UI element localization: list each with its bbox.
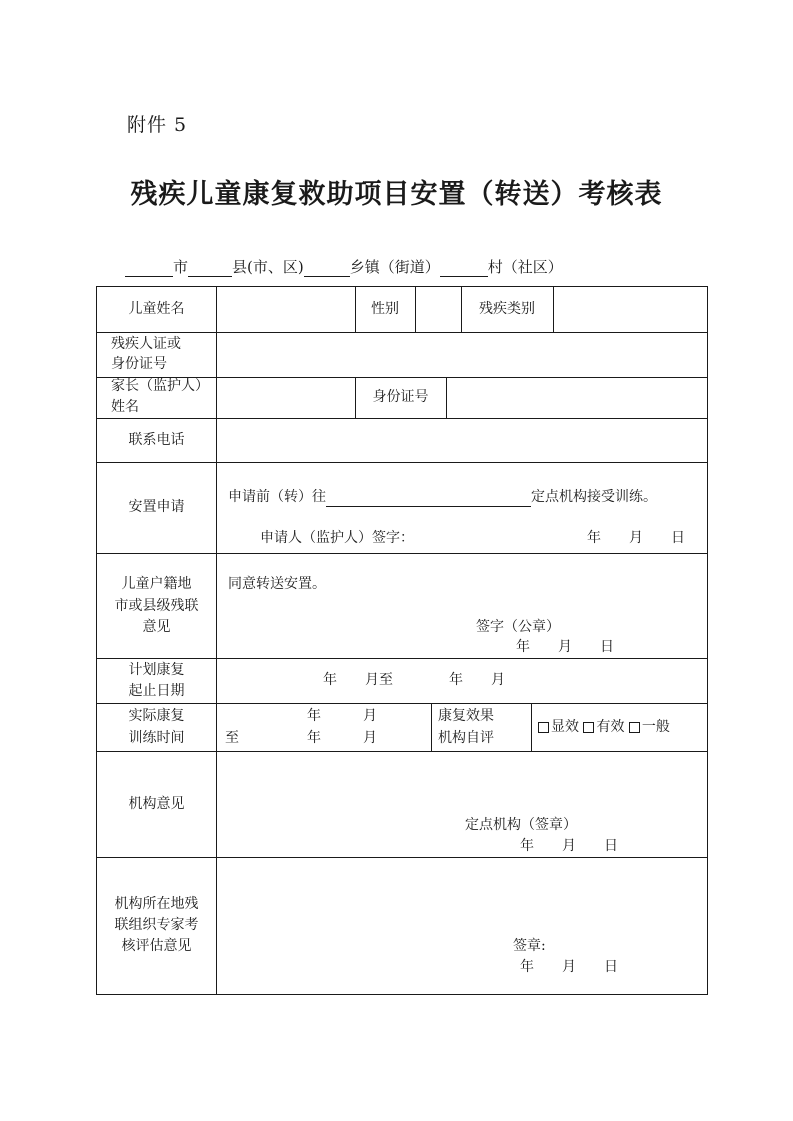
placement-apply-label: 安置申请 — [128, 499, 185, 515]
actual-to-label: 至 — [225, 730, 239, 746]
id-number-label: 身份证号 — [372, 389, 429, 405]
cert-label-line1: 残疾人证或 — [111, 336, 181, 352]
child-name-label: 儿童姓名 — [128, 301, 185, 317]
county-blank[interactable] — [188, 262, 232, 277]
city-label: 市 — [173, 258, 189, 276]
applicant-sign-label: 申请人（监护人）签字： — [260, 530, 414, 546]
federation-label-line1: 儿童户籍地 — [121, 576, 192, 592]
plan-label-line1: 计划康复 — [128, 662, 185, 678]
child-name-field[interactable] — [217, 288, 354, 331]
effect-options — [538, 717, 670, 737]
apply-suffix: 定点机构接受训练。 — [531, 489, 657, 505]
average-checkbox[interactable] — [629, 722, 640, 733]
plan-label-line2: 起止日期 — [128, 683, 185, 699]
effective-checkbox[interactable] — [583, 722, 594, 733]
apply-prefix: 申请前（转）往 — [228, 489, 326, 505]
actual-end-date: 年 月 — [307, 730, 377, 746]
cert-number-field[interactable] — [217, 333, 706, 376]
county-label: 县(市、区) — [232, 258, 304, 276]
significant-checkbox[interactable] — [538, 722, 549, 733]
institution-date: 年 月 日 — [520, 838, 618, 854]
federation-label-line3: 意见 — [142, 619, 171, 635]
guardian-label-line1: 家长（监护人） — [111, 378, 209, 394]
institution-sign-seal: 定点机构（签章） — [465, 817, 577, 833]
location-line — [125, 256, 563, 277]
expert-date: 年 月 日 — [520, 959, 618, 975]
disability-type-label: 残疾类别 — [479, 301, 535, 317]
institution-opinion-label: 机构意见 — [128, 796, 185, 812]
cert-label-line2: 身份证号 — [111, 356, 167, 372]
apply-date: 年 月 日 — [587, 530, 685, 546]
expert-label-line1: 机构所在地残 — [114, 896, 199, 912]
gender-field[interactable] — [416, 288, 460, 331]
effect-label-line2: 机构自评 — [438, 730, 494, 746]
id-number-field[interactable] — [447, 378, 706, 417]
federation-date: 年 月 日 — [516, 639, 614, 655]
federation-label-line2: 市或县级残联 — [114, 598, 199, 614]
form-title: 残疾儿童康复救助项目安置（转送）考核表 — [130, 179, 663, 210]
attachment-label: 附件 5 — [127, 114, 188, 136]
expert-label-line2: 联组织专家考 — [114, 917, 199, 933]
significant-label: 显效 — [551, 719, 579, 735]
effective-label: 有效 — [596, 719, 625, 735]
city-blank[interactable] — [125, 262, 173, 277]
disability-type-field[interactable] — [554, 288, 706, 331]
village-blank[interactable] — [440, 262, 488, 277]
federation-sign-seal: 签字（公章） — [476, 619, 560, 635]
effect-label-line1: 康复效果 — [438, 708, 494, 724]
phone-label: 联系电话 — [128, 432, 185, 448]
assessment-form — [96, 286, 708, 995]
agree-text: 同意转送安置。 — [228, 576, 326, 592]
town-label: 乡镇（街道） — [349, 258, 440, 276]
average-label: 一般 — [641, 719, 670, 735]
actual-start-date: 年 月 — [307, 708, 377, 724]
apply-statement — [228, 487, 657, 507]
expert-seal-label: 签章: — [513, 938, 546, 954]
phone-field[interactable] — [217, 419, 706, 461]
village-label: 村（社区） — [487, 258, 563, 276]
institution-blank[interactable] — [326, 492, 531, 507]
guardian-name-field[interactable] — [217, 378, 354, 417]
expert-label-line3: 核评估意见 — [121, 938, 192, 954]
actual-label-line2: 训练时间 — [128, 730, 185, 746]
gender-label: 性别 — [371, 301, 399, 317]
actual-label-line1: 实际康复 — [128, 708, 185, 724]
guardian-label-line2: 姓名 — [111, 399, 139, 415]
plan-date-range: 年 月至 年 月 — [323, 672, 505, 688]
town-blank[interactable] — [304, 262, 350, 277]
